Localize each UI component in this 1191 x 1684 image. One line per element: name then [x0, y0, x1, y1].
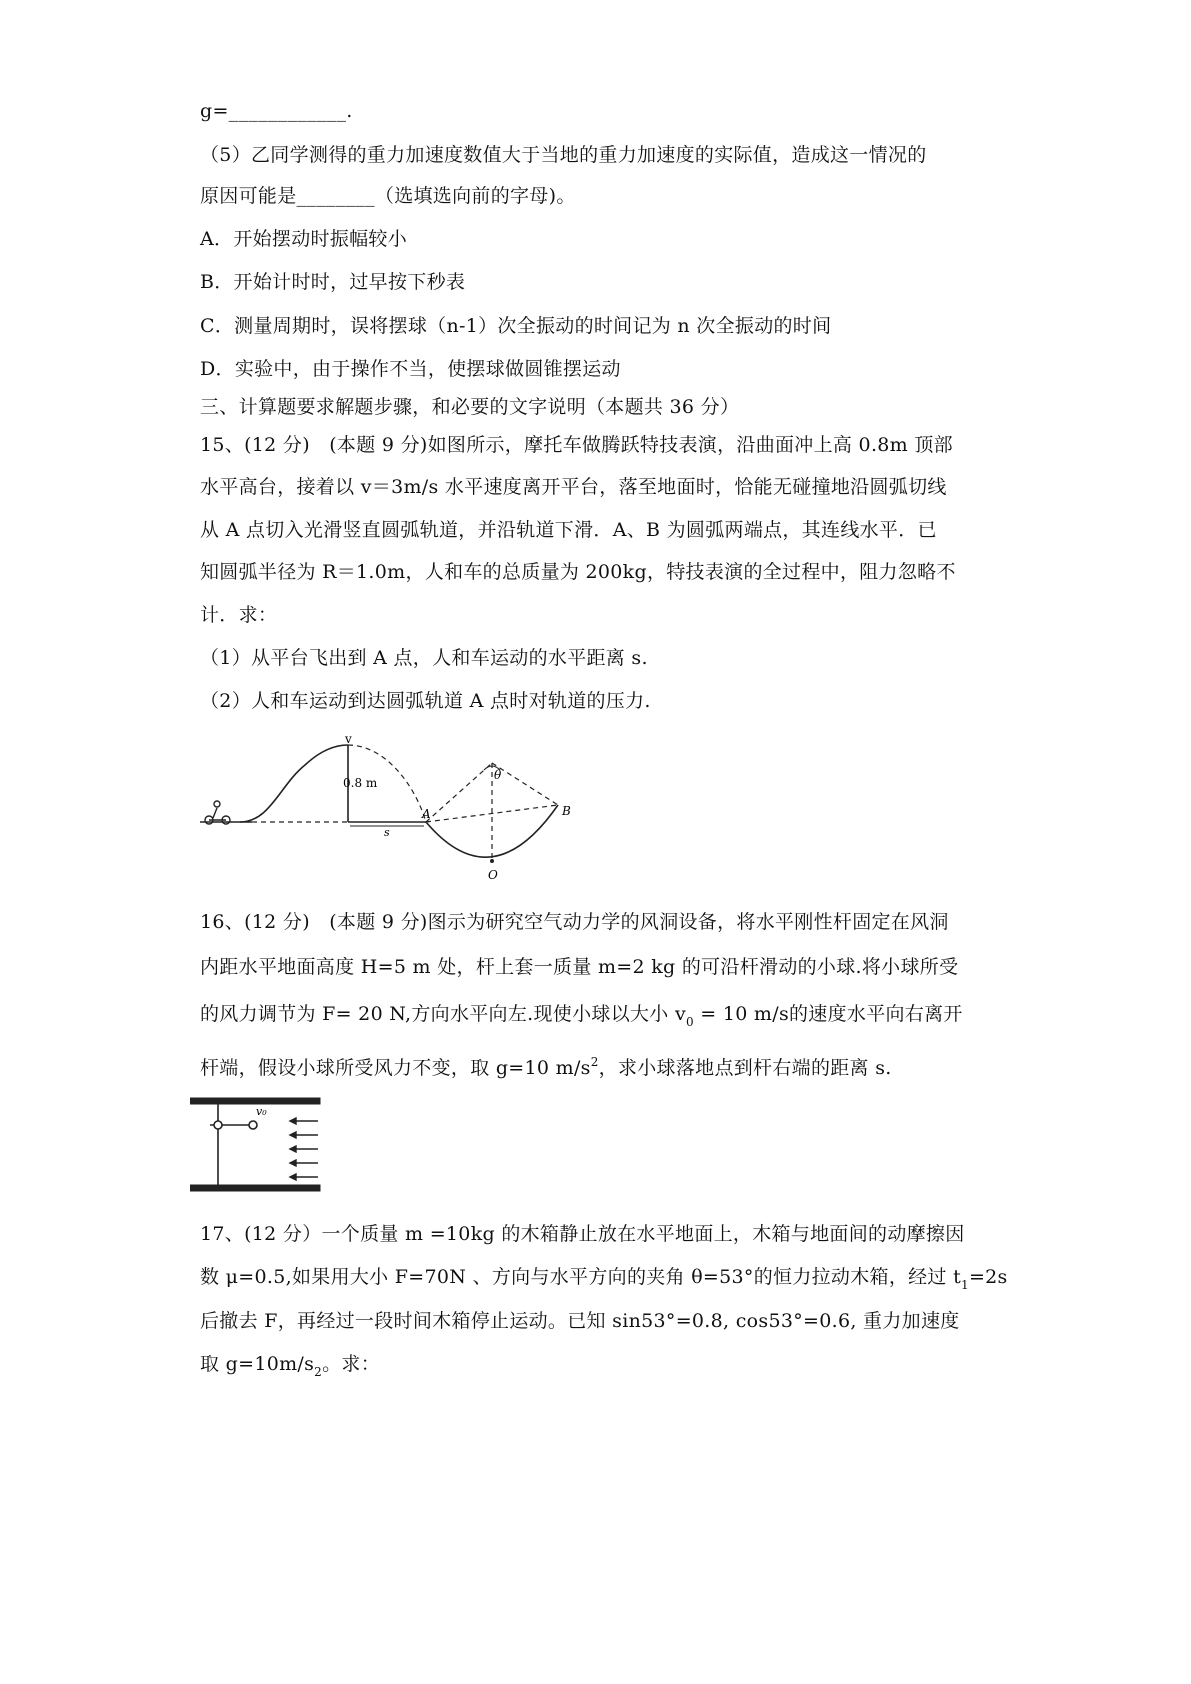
- problem-16-line-1: 16、(12 分) (本题 9 分)图示为研究空气动力学的风洞设备，将水平刚性杆固定在风洞: [200, 911, 949, 933]
- fig2-label-v0: v₀: [256, 1105, 267, 1118]
- section-heading: 三、计算题要求解题步骤，和必要的文字说明（本题共 36 分）: [200, 396, 740, 418]
- question-5-text-cont: 原因可能是________（选填选向前的字母)。: [200, 185, 576, 207]
- problem-15-line-2: 水平高台，接着以 v＝3m/s 水平速度离开平台，落至地面时，恰能无碰撞地沿圆弧切线: [200, 476, 947, 498]
- problem-15-question-1: （1）从平台飞出到 A 点，人和车运动的水平距离 s.: [200, 647, 648, 669]
- option-b: B．开始计时时，过早按下秒表: [200, 271, 466, 293]
- fig1-label-b: B: [562, 804, 571, 818]
- problem-16-line-4-b: ，求小球落地点到杆右端的距离 s.: [598, 1057, 892, 1079]
- problem-17-line-4: [200, 1352, 380, 1384]
- problem-15-line-1: 15、(12 分) (本题 9 分)如图所示，摩托车做腾跃特技表演，沿曲面冲上高 0.8m 顶部: [200, 434, 953, 456]
- problem-16-line-4: [200, 1050, 892, 1080]
- motorcycle-icon: [205, 801, 230, 824]
- question-5-text: （5）乙同学测得的重力加速度数值大于当地的重力加速度的实际值，造成这一情况的: [200, 144, 927, 166]
- problem-17-line-1: 17、(12 分）一个质量 m =10kg 的木箱静止放在水平地面上，木箱与地面间的动摩擦因: [200, 1223, 965, 1245]
- wind-arrows: [290, 1118, 318, 1180]
- problem-17-line-4-b: 。求：: [322, 1353, 381, 1375]
- option-d: D．实验中，由于操作不当，使摆球做圆锥摆运动: [200, 358, 621, 380]
- option-a: A．开始摆动时振幅较小: [200, 228, 408, 250]
- problem-16-line-2: 内距水平地面高度 H=5 m 处，杆上套一质量 m=2 kg 的可沿杆滑动的小球.将小球所受: [200, 956, 959, 978]
- problem-17-line-2-a: 数 μ=0.5,如果用大小 F=70N 、方向与水平方向的夹角 θ=53°的恒力拉动木箱，经过 t: [200, 1266, 961, 1288]
- fig1-label-theta: θ: [494, 768, 502, 782]
- time-subscript: 1: [961, 1278, 969, 1292]
- answer-blank-g: g=____________.: [200, 100, 353, 122]
- problem-16-line-3-a: 的风力调节为 F= 20 N,方向水平向左.现使小球以大小: [200, 1003, 675, 1025]
- squared-subscript: 2: [314, 1365, 323, 1379]
- squared-superscript: 2: [590, 1055, 599, 1069]
- figure-wind-tunnel: [190, 1095, 330, 1200]
- fig1-label-v: v: [345, 735, 352, 746]
- problem-17-line-2-b: =2s: [968, 1266, 1008, 1288]
- problem-16-line-4-a: 杆端，假设小球所受风力不变，取 g=10 m/s: [200, 1057, 591, 1079]
- problem-15-question-2: （2）人和车运动到达圆弧轨道 A 点时对轨道的压力.: [200, 690, 651, 712]
- fig1-label-height: 0.8 m: [343, 776, 378, 790]
- problem-17-line-4-a: 取 g=10m/s: [200, 1353, 315, 1375]
- problem-16-line-3: [200, 1002, 963, 1034]
- problem-17-line-3: 后撤去 F，再经过一段时间木箱停止运动。已知 sin53°=0.8, cos53°=0.6, 重力加速度: [200, 1310, 960, 1332]
- problem-16-line-3-b: = 10 m/s的速度水平向右离开: [693, 1003, 963, 1025]
- problem-17-line-2: [200, 1265, 1008, 1297]
- problem-15-line-3: 从 A 点切入光滑竖直圆弧轨道，并沿轨道下滑．A、B 为圆弧两端点，其连线水平．已: [200, 519, 937, 541]
- fig1-label-s: s: [384, 826, 390, 839]
- problem-15-line-5: 计．求：: [200, 604, 278, 626]
- option-c: C．测量周期时，误将摆球（n-1）次全振动的时间记为 n 次全振动的时间: [200, 315, 832, 337]
- fig1-label-o: O: [488, 868, 498, 882]
- velocity-symbol: v: [674, 1003, 686, 1025]
- problem-15-line-4: 知圆弧半径为 R＝1.0m，人和车的总质量为 200kg，特技表演的全过程中，阻力忽略不: [200, 561, 956, 583]
- fig1-label-a: A: [422, 807, 431, 821]
- figure-motorcycle-jump: [200, 735, 595, 885]
- velocity-subscript: 0: [685, 1015, 694, 1029]
